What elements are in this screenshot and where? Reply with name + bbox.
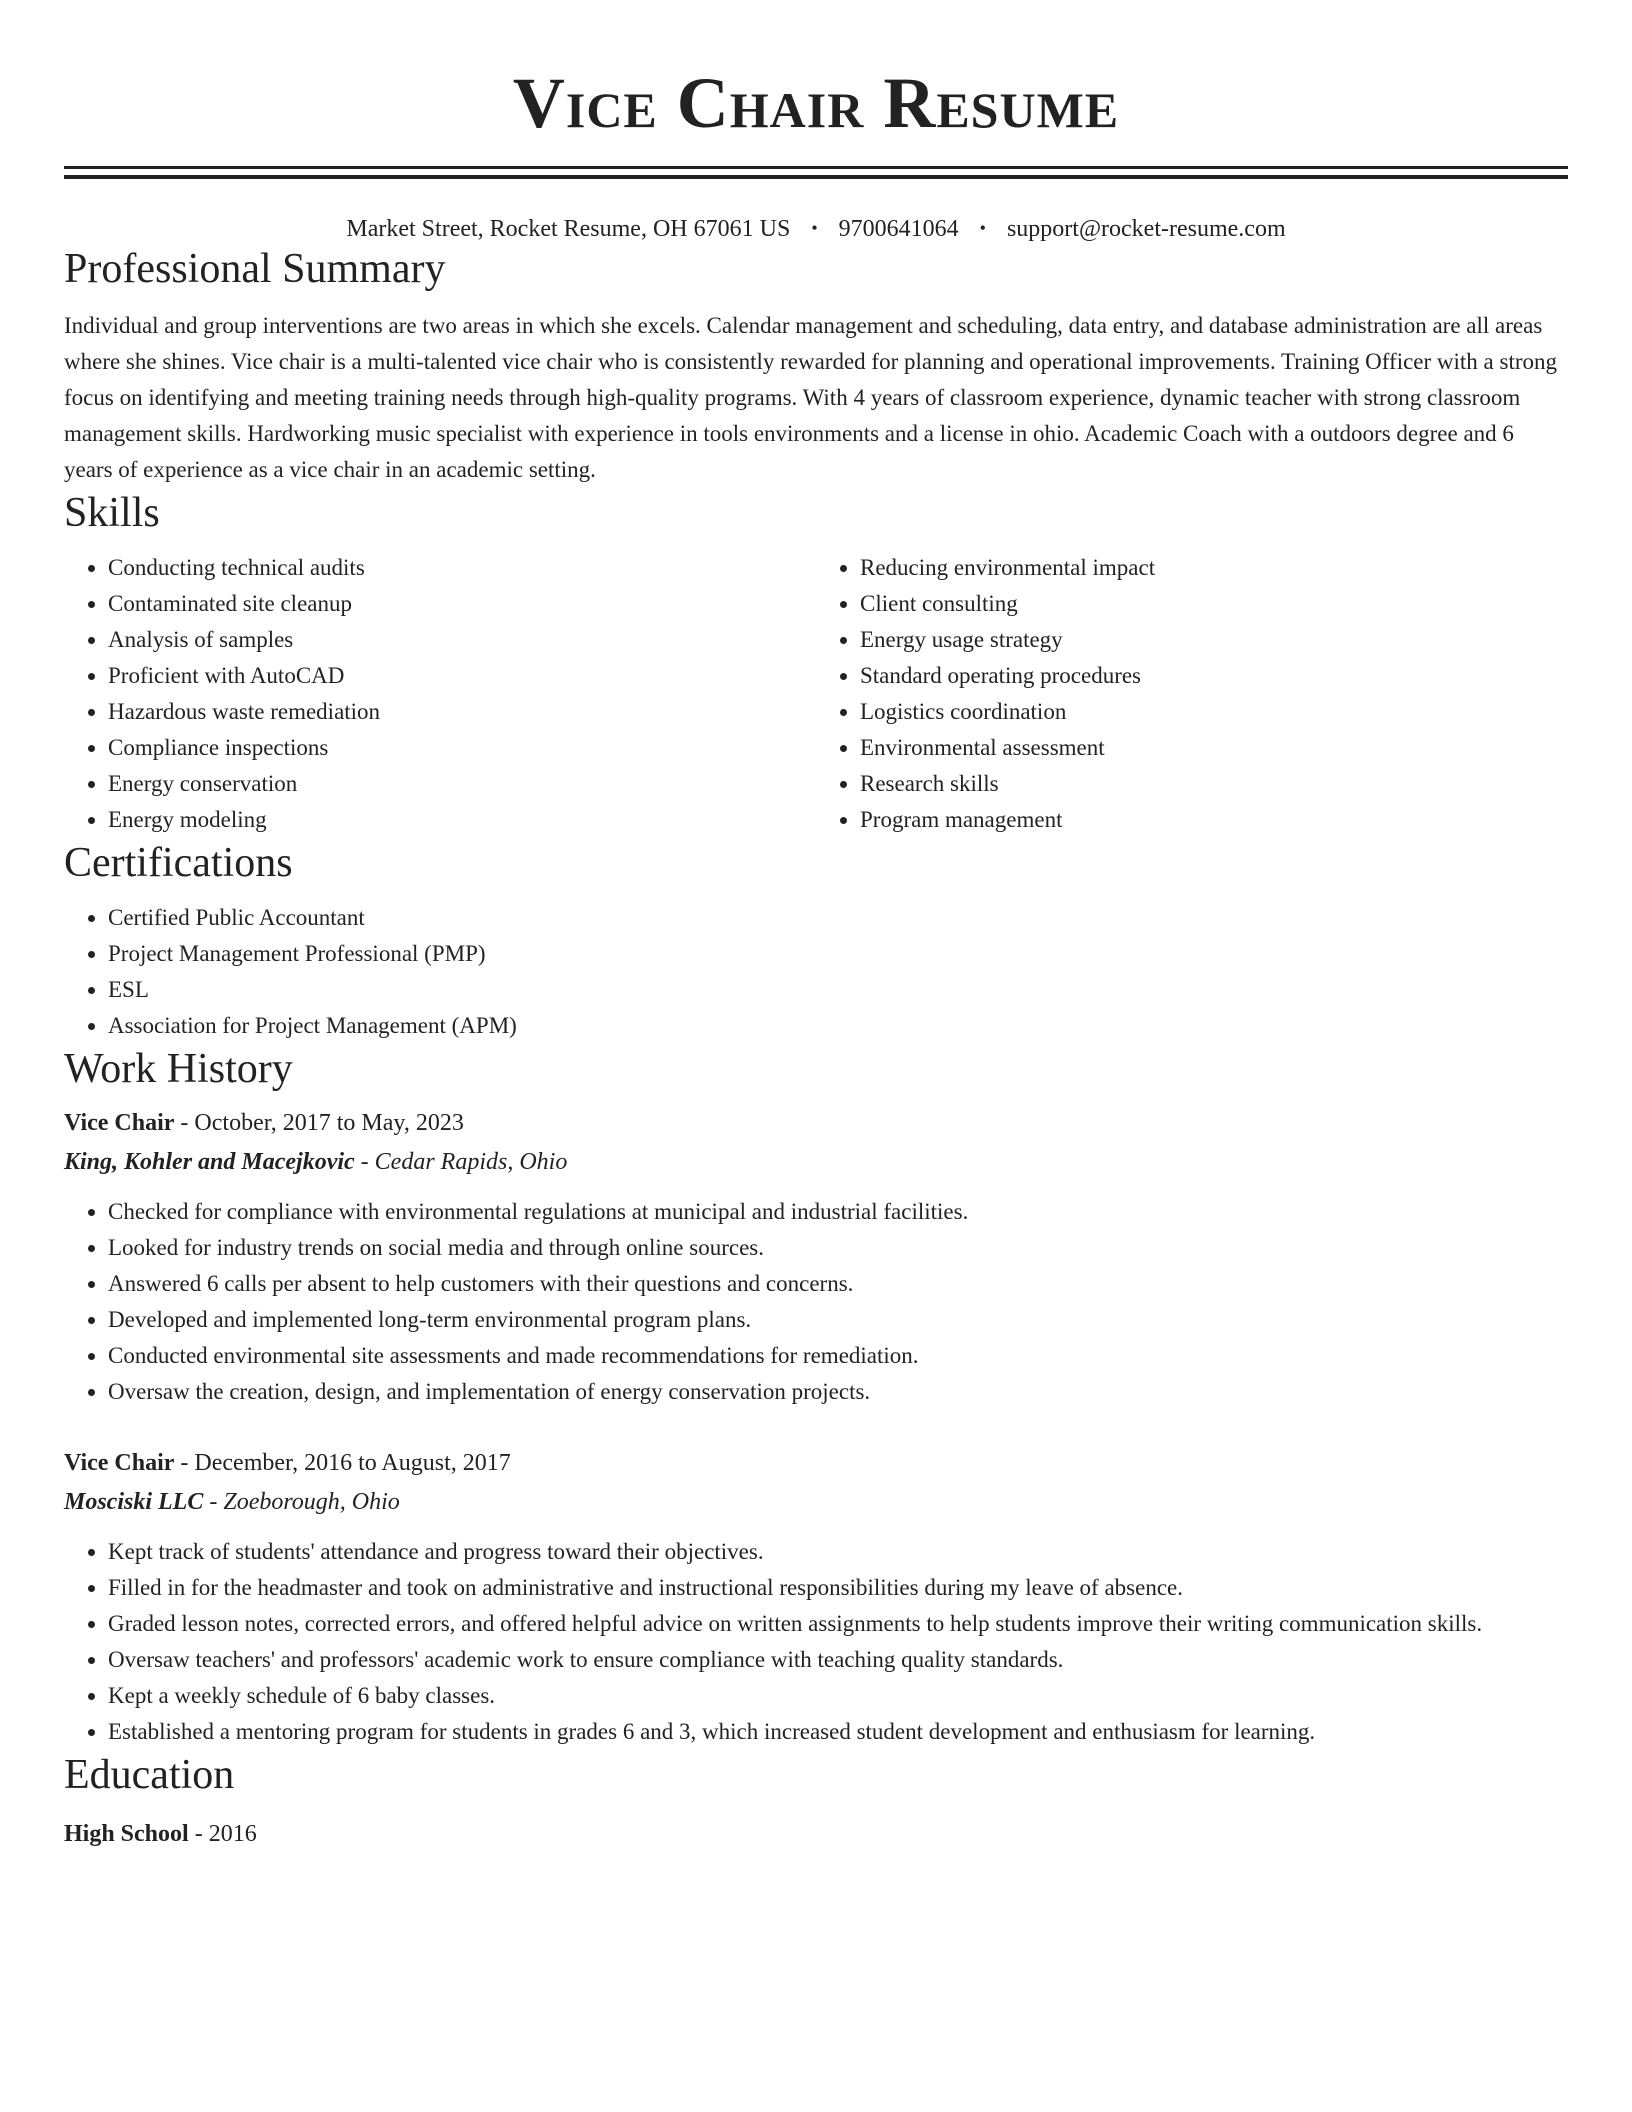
job-title: Vice Chair: [64, 1450, 175, 1476]
skill-item: • Reducing environmental impact: [860, 550, 1568, 586]
job-company-line: [64, 1482, 1568, 1522]
skill-item: • Energy modeling: [108, 802, 816, 838]
skill-item: • Client consulting: [860, 586, 1568, 622]
certifications-heading: Certifications: [64, 840, 293, 886]
education-year: 2016: [208, 1821, 257, 1847]
job-dates: December, 2016 to August, 2017: [194, 1450, 511, 1476]
job-bullet: • Kept a weekly schedule of 6 baby classes.: [108, 1678, 1568, 1714]
skill-item: • Energy usage strategy: [860, 622, 1568, 658]
job-company: Mosciski LLC: [64, 1489, 204, 1515]
skill-item: • Program management: [860, 802, 1568, 838]
summary-text: Individual and group interventions are two areas in which she excels. Calendar management and scheduling, data entry, and database administration are all areas where she shines. Vice chair is a multi-talented vice chair who is consistently rewarded for planning and operational improvements. Training Officer with a strong focus on identifying and meeting training needs through high-quality programs. With 4 years of classroom experience, dynamic teacher with strong classroom management skills. Hardworking music specialist with experience in tools environments and a license in ohio. Academic Coach with a outdoors degree and 6 years of experience as a vice chair in an academic setting.: [64, 313, 1558, 482]
job-company: King, Kohler and Macejkovic: [64, 1149, 355, 1175]
skills-column-left: [64, 550, 816, 838]
skill-item: • Conducting technical audits: [108, 550, 816, 586]
skills-column-right: [816, 550, 1568, 838]
skills-heading: Skills: [64, 490, 160, 536]
job-dates: October, 2017 to May, 2023: [194, 1110, 464, 1136]
skills-list: [64, 550, 1568, 838]
certification-item: • Project Management Professional (PMP): [108, 936, 1568, 972]
job-bullets: [64, 1534, 1568, 1750]
work-history-heading: Work History: [64, 1046, 293, 1092]
skill-item: • Compliance inspections: [108, 730, 816, 766]
job-entry: [64, 1104, 1568, 1410]
contact-email: support@rocket-resume.com: [1006, 216, 1286, 242]
job-title: Vice Chair: [64, 1110, 175, 1136]
job-bullet: • Kept track of students' attendance and progress toward their objectives.: [108, 1534, 1568, 1570]
certification-item: • Certified Public Accountant: [108, 900, 1568, 936]
education-dash: -: [188, 1821, 209, 1847]
skill-item: • Environmental assessment: [860, 730, 1568, 766]
job-dash: -: [354, 1149, 375, 1175]
summary-heading: Professional Summary: [64, 246, 446, 292]
skill-item: • Analysis of samples: [108, 622, 816, 658]
job-dash: -: [174, 1450, 195, 1476]
education-degree: High School: [64, 1821, 189, 1847]
contact-separator: •: [979, 218, 986, 238]
contact-address: Market Street, Rocket Resume, OH 67061 US: [346, 216, 791, 242]
skill-item: • Hazardous waste remediation: [108, 694, 816, 730]
job-dash: -: [174, 1110, 195, 1136]
contact-line: [64, 213, 1568, 244]
job-entry: [64, 1444, 1568, 1750]
job-bullet: • Answered 6 calls per absent to help customers with their questions and concerns.: [108, 1266, 1568, 1302]
certifications-list: [64, 900, 1568, 1044]
job-bullet: • Conducted environmental site assessments and made recommendations for remediation.: [108, 1338, 1568, 1374]
job-bullet: • Checked for compliance with environmental regulations at municipal and industrial facilities.: [108, 1194, 1568, 1230]
contact-separator: •: [811, 218, 818, 238]
job-bullet: • Filled in for the headmaster and took on administrative and instructional responsibilities during my leave of absence.: [108, 1570, 1568, 1606]
skill-item: • Standard operating procedures: [860, 658, 1568, 694]
skill-item: • Contaminated site cleanup: [108, 586, 816, 622]
page-title: Vice Chair Resume: [512, 63, 1120, 143]
job-bullet: • Oversaw teachers' and professors' academic work to ensure compliance with teaching quality standards.: [108, 1642, 1568, 1678]
job-title-line: [64, 1104, 1568, 1142]
certification-item: • Association for Project Management (APM): [108, 1008, 1568, 1044]
job-bullet: • Developed and implemented long-term environmental program plans.: [108, 1302, 1568, 1338]
skill-item: • Logistics coordination: [860, 694, 1568, 730]
divider-line-bottom: [64, 175, 1568, 179]
skill-item: • Energy conservation: [108, 766, 816, 802]
job-bullets: [64, 1194, 1568, 1410]
job-company-line: [64, 1142, 1568, 1182]
title-divider: [64, 166, 1568, 179]
education-heading: Education: [64, 1752, 235, 1798]
education-item: [64, 1814, 1568, 1854]
skill-item: • Research skills: [860, 766, 1568, 802]
contact-phone: 9700641064: [838, 216, 959, 242]
job-title-line: [64, 1444, 1568, 1482]
skill-item: • Proficient with AutoCAD: [108, 658, 816, 694]
certification-item: • ESL: [108, 972, 1568, 1008]
job-bullet: • Oversaw the creation, design, and implementation of energy conservation projects.: [108, 1374, 1568, 1410]
job-bullet: • Established a mentoring program for students in grades 6 and 3, which increased student development and enthusiasm for learning.: [108, 1714, 1568, 1750]
job-dash: -: [203, 1489, 224, 1515]
divider-line-top: [64, 166, 1568, 169]
job-bullet: • Graded lesson notes, corrected errors, and offered helpful advice on written assignments to help students improve their writing communication skills.: [108, 1606, 1568, 1642]
job-location: Zoeborough, Ohio: [223, 1489, 400, 1515]
job-bullet: • Looked for industry trends on social media and through online sources.: [108, 1230, 1568, 1266]
job-location: Cedar Rapids, Ohio: [374, 1149, 568, 1175]
